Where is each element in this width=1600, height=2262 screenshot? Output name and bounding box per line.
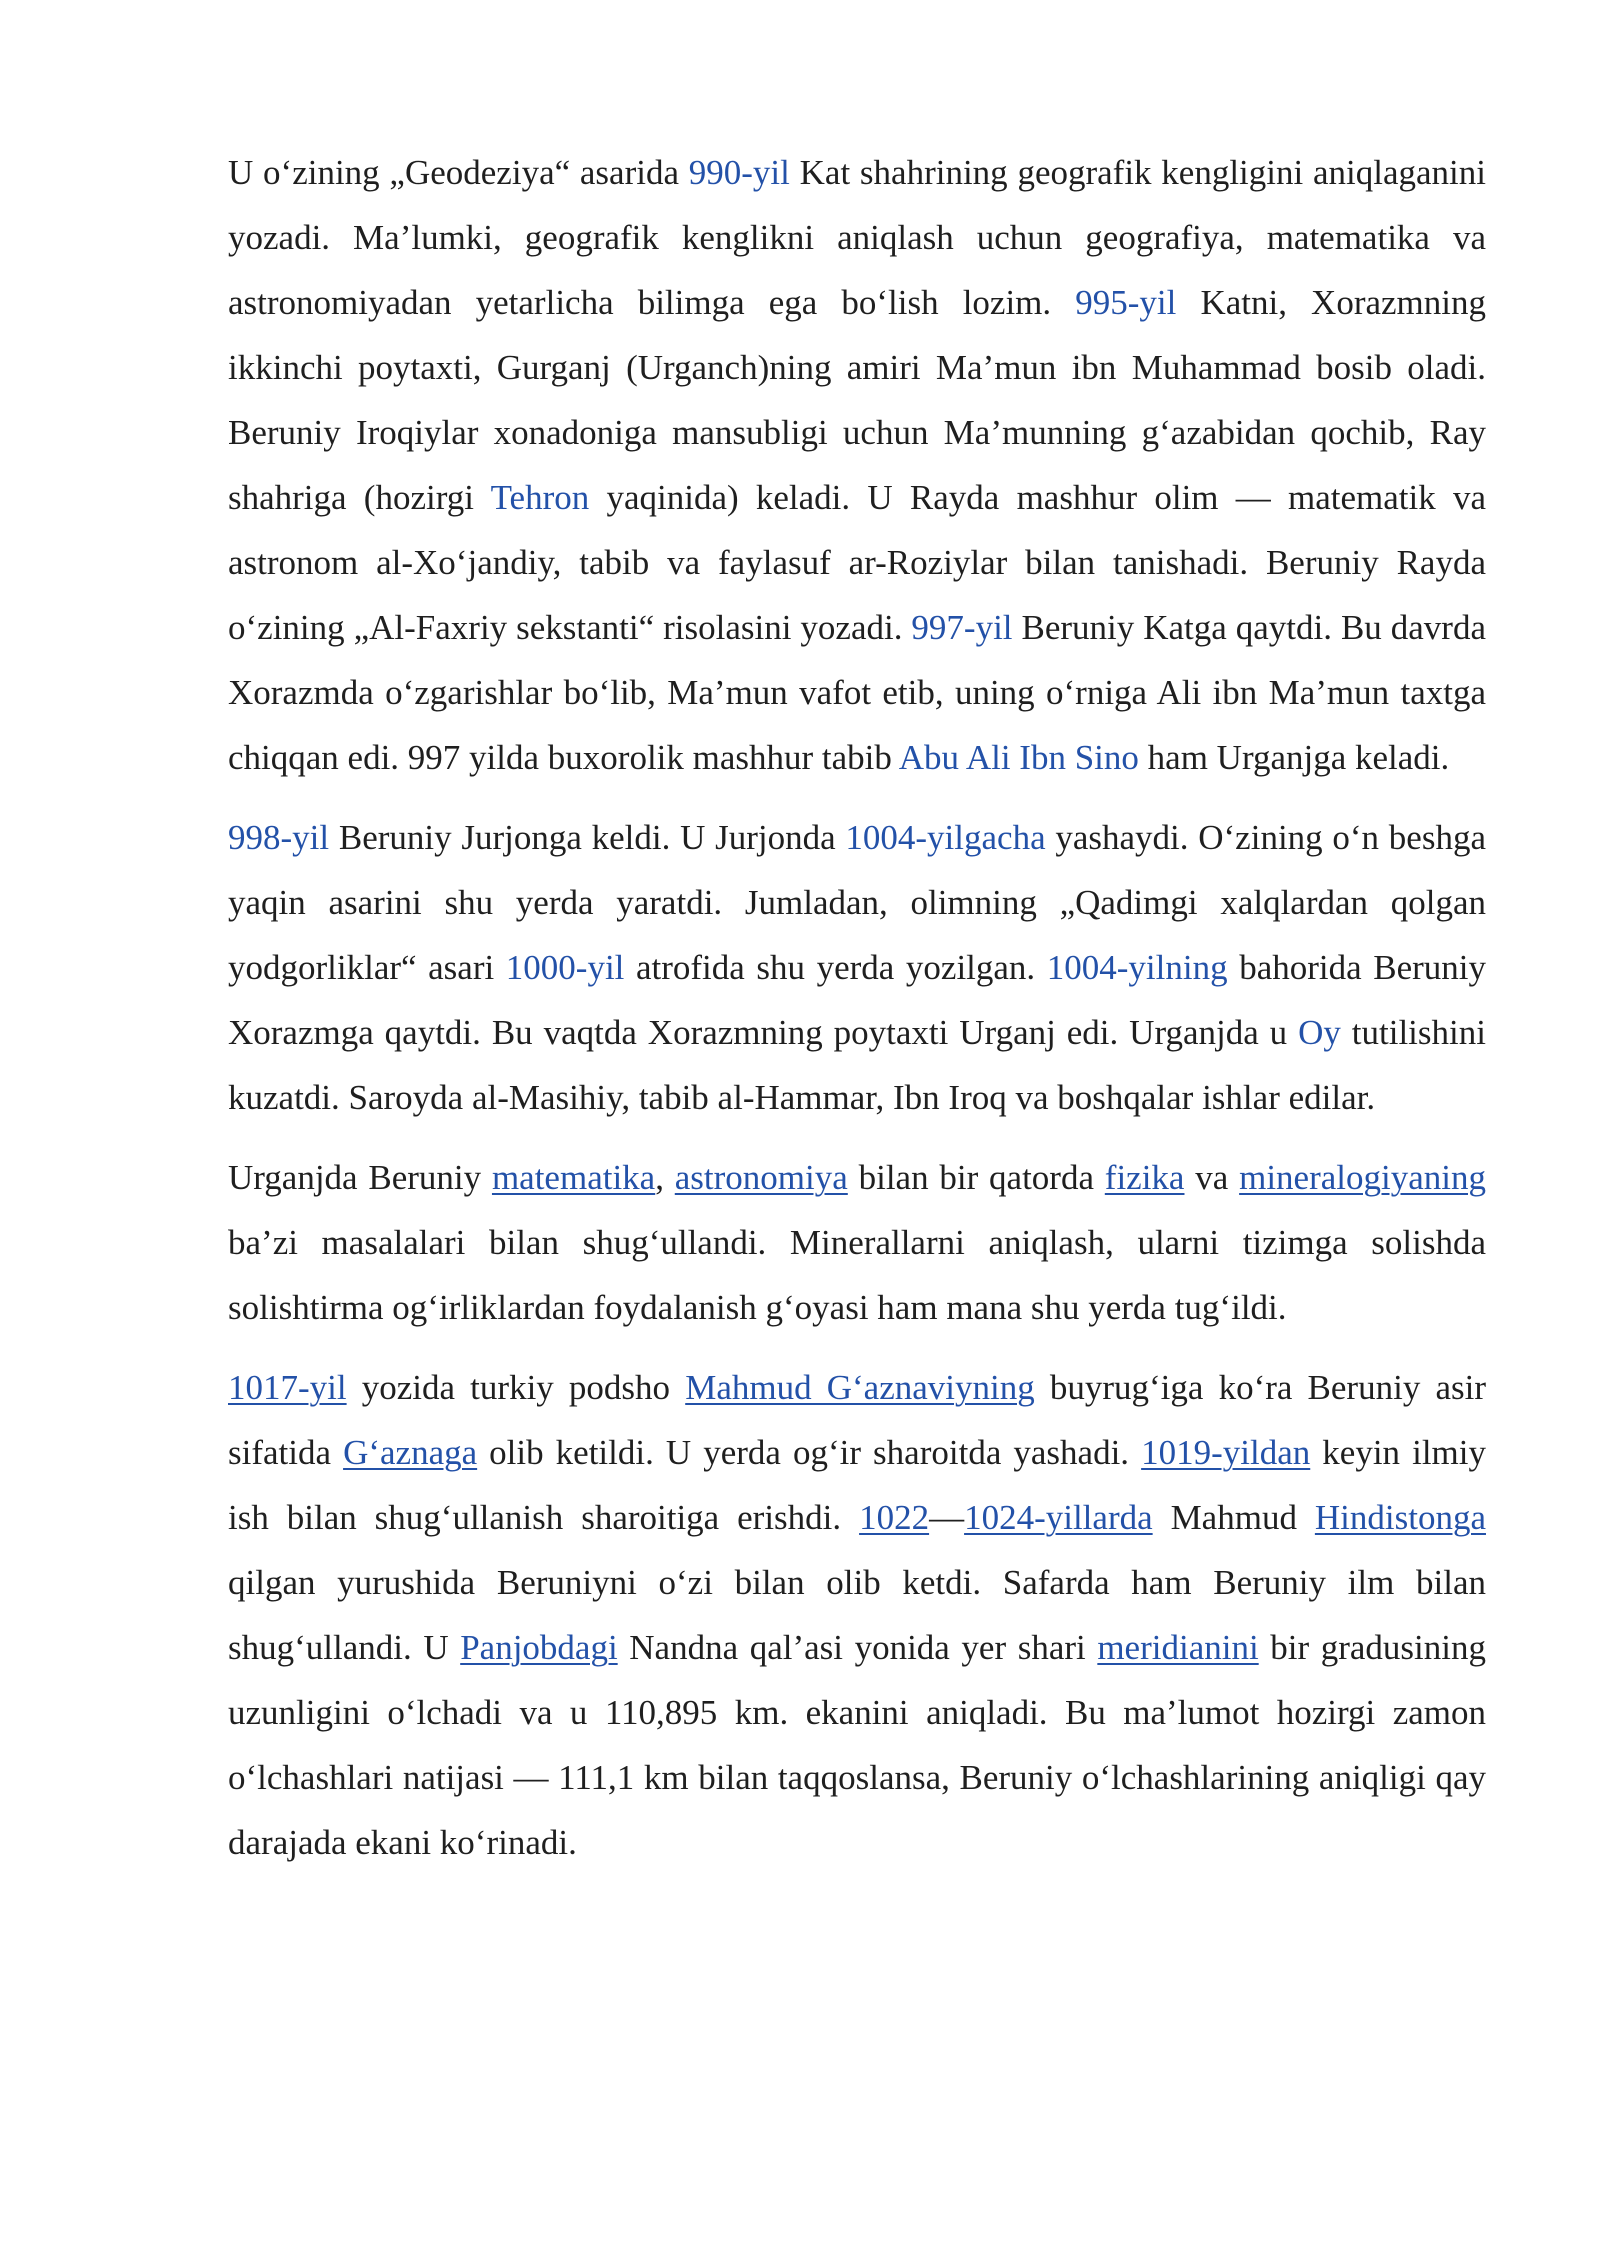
paragraph-3 xyxy=(228,1145,1486,1340)
inline-link[interactable]: 997-yil xyxy=(911,608,1013,647)
body-text: tutilishini kuzatdi. Saroyda al-Masihiy, tabib al-Hammar, Ibn Iroq va boshqalar ishlar edilar. xyxy=(228,1013,1486,1117)
inline-link[interactable]: 1022 xyxy=(859,1498,930,1537)
body-text: va xyxy=(1184,1158,1240,1197)
document-page xyxy=(228,140,1486,1890)
body-text: olib ketildi. U yerda og‘ir sharoitda yashadi. xyxy=(477,1433,1142,1472)
body-text: Nandna qal’asi yonida yer shari xyxy=(617,1628,1098,1667)
body-text: Beruniy Jurjonga keldi. U Jurjonda xyxy=(329,818,846,857)
inline-link[interactable]: Oy xyxy=(1298,1013,1341,1052)
body-text: bir gradusining uzunligini o‘lchadi va u 110,895 km. ekanini aniqladi. Bu ma’lumot hozirgi zamon o‘lchashlari natijasi — 111,1 km bilan taqqoslansa, Beruniy o‘lchashlarining aniqligi qay darajada ekani ko‘rinadi. xyxy=(228,1628,1487,1862)
inline-link[interactable]: meridianini xyxy=(1097,1628,1259,1667)
body-text: U o‘zining „Geodeziya“ asarida xyxy=(228,153,689,192)
inline-link[interactable]: Tehron xyxy=(490,478,590,517)
paragraph-4 xyxy=(228,1355,1486,1875)
inline-link[interactable]: Mahmud G‘aznaviyning xyxy=(685,1368,1035,1407)
inline-link[interactable]: 1004-yilgacha xyxy=(845,818,1046,857)
body-text: ham Urganjga keladi. xyxy=(1138,738,1450,777)
inline-link[interactable]: astronomiya xyxy=(674,1158,848,1197)
inline-link[interactable]: 1017-yil xyxy=(228,1368,347,1407)
inline-link[interactable]: 995-yil xyxy=(1075,283,1177,322)
inline-link[interactable]: fizika xyxy=(1104,1158,1185,1197)
body-text: , xyxy=(655,1158,675,1197)
body-text: Mahmud xyxy=(1152,1498,1315,1537)
body-text: keyin ilmiy ish bilan shug‘ullanish sharoitiga erishdi. xyxy=(228,1433,1486,1537)
body-text: buyrug‘iga ko‘ra Beruniy asir sifatida xyxy=(228,1368,1486,1472)
body-text: Kat shahrining geografik kengligini aniqlaganini yozadi. Ma’lumki, geografik kenglikni aniqlash uchun geografiya, matematika va astronomiyadan yetarlicha bilimga ega bo‘lish lozim. xyxy=(228,153,1486,322)
inline-link[interactable]: Panjobdagi xyxy=(460,1628,618,1667)
body-text: Urganjda Beruniy xyxy=(228,1158,492,1197)
inline-link[interactable]: 1000-yil xyxy=(505,948,625,987)
body-text: bilan bir qatorda xyxy=(847,1158,1105,1197)
body-text: atrofida shu yerda yozilgan. xyxy=(624,948,1047,987)
body-text: Beruniy Katga qaytdi. Bu davrda Xorazmda o‘zgarishlar bo‘lib, Ma’mun vafot etib, uning o‘rniga Ali ibn Ma’mun taxtga chiqqan edi. 997 yilda buxorolik mashhur tabib xyxy=(228,608,1486,777)
body-text: yaqinida) keladi. U Rayda mashhur olim — matematik va astronom al-Xo‘jandiy, tabib va faylasuf ar-Roziylar bilan tanishadi. Beruniy Rayda o‘zining „Al-Faxriy sekstanti“ risolasini yozadi. xyxy=(228,478,1486,647)
body-text: qilgan yurushida Beruniyni o‘zi bilan olib ketdi. Safarda ham Beruniy ilm bilan shug‘ullandi. U xyxy=(228,1563,1486,1667)
inline-link[interactable]: mineralogiyaning xyxy=(1239,1158,1486,1197)
inline-link[interactable]: 1004-yilning xyxy=(1046,948,1228,987)
body-text: Katni, Xorazmning ikkinchi poytaxti, Gurganj (Urganch)ning amiri Ma’mun ibn Muhammad bosib oladi. Beruniy Iroqiylar xonadoniga mansubligi uchun Ma’munning g‘azabidan qochib, Ray shahriga (hozirgi xyxy=(228,283,1486,517)
inline-link[interactable]: Hindistonga xyxy=(1314,1498,1486,1537)
inline-link[interactable]: 1019-yildan xyxy=(1141,1433,1311,1472)
paragraph-1 xyxy=(228,140,1486,790)
body-text: — xyxy=(929,1498,965,1537)
body-text: ba’zi masalalari bilan shug‘ullandi. Minerallarni aniqlash, ularni tizimga solishda solishtirma og‘irliklardan foydalanish g‘oyasi ham mana shu yerda tug‘ildi. xyxy=(228,1223,1486,1327)
body-text: bahorida Beruniy Xorazmga qaytdi. Bu vaqtda Xorazmning poytaxti Urganj edi. Urganjda u xyxy=(228,948,1486,1052)
inline-link[interactable]: 990-yil xyxy=(688,153,790,192)
body-text: yozida turkiy podsho xyxy=(346,1368,686,1407)
inline-link[interactable]: G‘aznaga xyxy=(343,1433,478,1472)
body-text: yashaydi. O‘zining o‘n beshga yaqin asarini shu yerda yaratdi. Jumladan, olimning „Qadimgi xalqlardan qolgan yodgorliklar“ asari xyxy=(228,818,1486,987)
paragraph-2 xyxy=(228,805,1486,1130)
inline-link[interactable]: 998-yil xyxy=(228,818,330,857)
inline-link[interactable]: 1024-yillarda xyxy=(964,1498,1153,1537)
inline-link[interactable]: matematika xyxy=(491,1158,656,1197)
inline-link[interactable]: Abu Ali Ibn Sino xyxy=(898,738,1139,777)
